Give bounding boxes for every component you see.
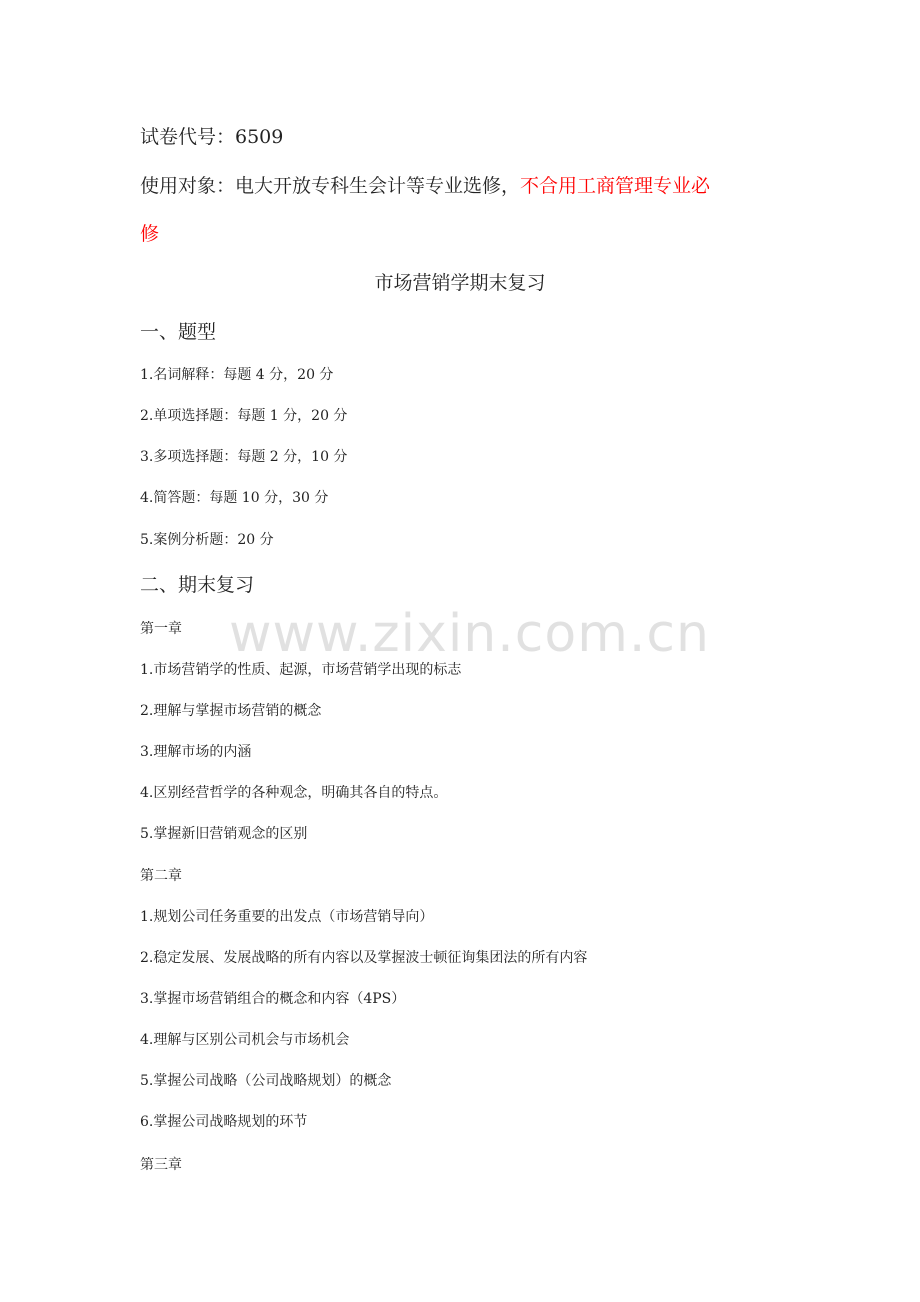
chapter2-item: 3.掌握市场营销组合的概念和内容（4PS）: [140, 991, 406, 1007]
chapter1-item: 3.理解市场的内涵: [140, 744, 252, 760]
chapter1-item: 4.区别经营哲学的各种观念，明确其各自的特点。: [140, 785, 448, 801]
chapter-label-3: 第三章: [140, 1157, 182, 1173]
chapter2-item: 5.掌握公司战略（公司战略规划）的概念: [140, 1073, 392, 1089]
chapter-label-1: 第一章: [140, 621, 182, 637]
question-type-item: 1.名词解释：每题 4 分，20 分: [140, 367, 334, 383]
question-type-item: 4.简答题：每题 10 分，30 分: [140, 490, 329, 506]
audience-line: [140, 171, 710, 198]
chapter2-item: 1.规划公司任务重要的出发点（市场营销导向）: [140, 909, 434, 925]
document-title: 市场营销学期末复习: [374, 272, 546, 294]
chapter1-item: 5.掌握新旧营销观念的区别: [140, 826, 308, 842]
chapter2-item: 2.稳定发展、发展战略的所有内容以及掌握波士顿征询集团法的所有内容: [140, 950, 588, 966]
chapter2-item: 4.理解与区别公司机会与市场机会: [140, 1032, 350, 1048]
exam-code: 试卷代号：6509: [140, 126, 284, 148]
chapter2-item: 6.掌握公司战略规划的环节: [140, 1114, 308, 1130]
audience-note-highlight: 不合用工商管理专业必: [520, 175, 711, 197]
watermark: www.zixin.com.cn: [229, 604, 710, 664]
question-type-item: 5.案例分析题：20 分: [140, 532, 274, 548]
audience-main: 使用对象：电大开放专科生会计等专业选修，: [140, 175, 521, 197]
audience-note-continued: 修: [140, 223, 160, 245]
question-type-item: 3.多项选择题：每题 2 分，10 分: [140, 449, 348, 465]
chapter1-item: 2.理解与掌握市场营销的概念: [140, 703, 322, 719]
section-heading-final-review: 二、期末复习: [140, 574, 255, 596]
section-heading-question-types: 一、题型: [140, 321, 217, 343]
chapter-label-2: 第二章: [140, 868, 182, 884]
question-type-item: 2.单项选择题：每题 1 分，20 分: [140, 408, 348, 424]
chapter1-item: 1.市场营销学的性质、起源，市场营销学出现的标志: [140, 662, 462, 678]
